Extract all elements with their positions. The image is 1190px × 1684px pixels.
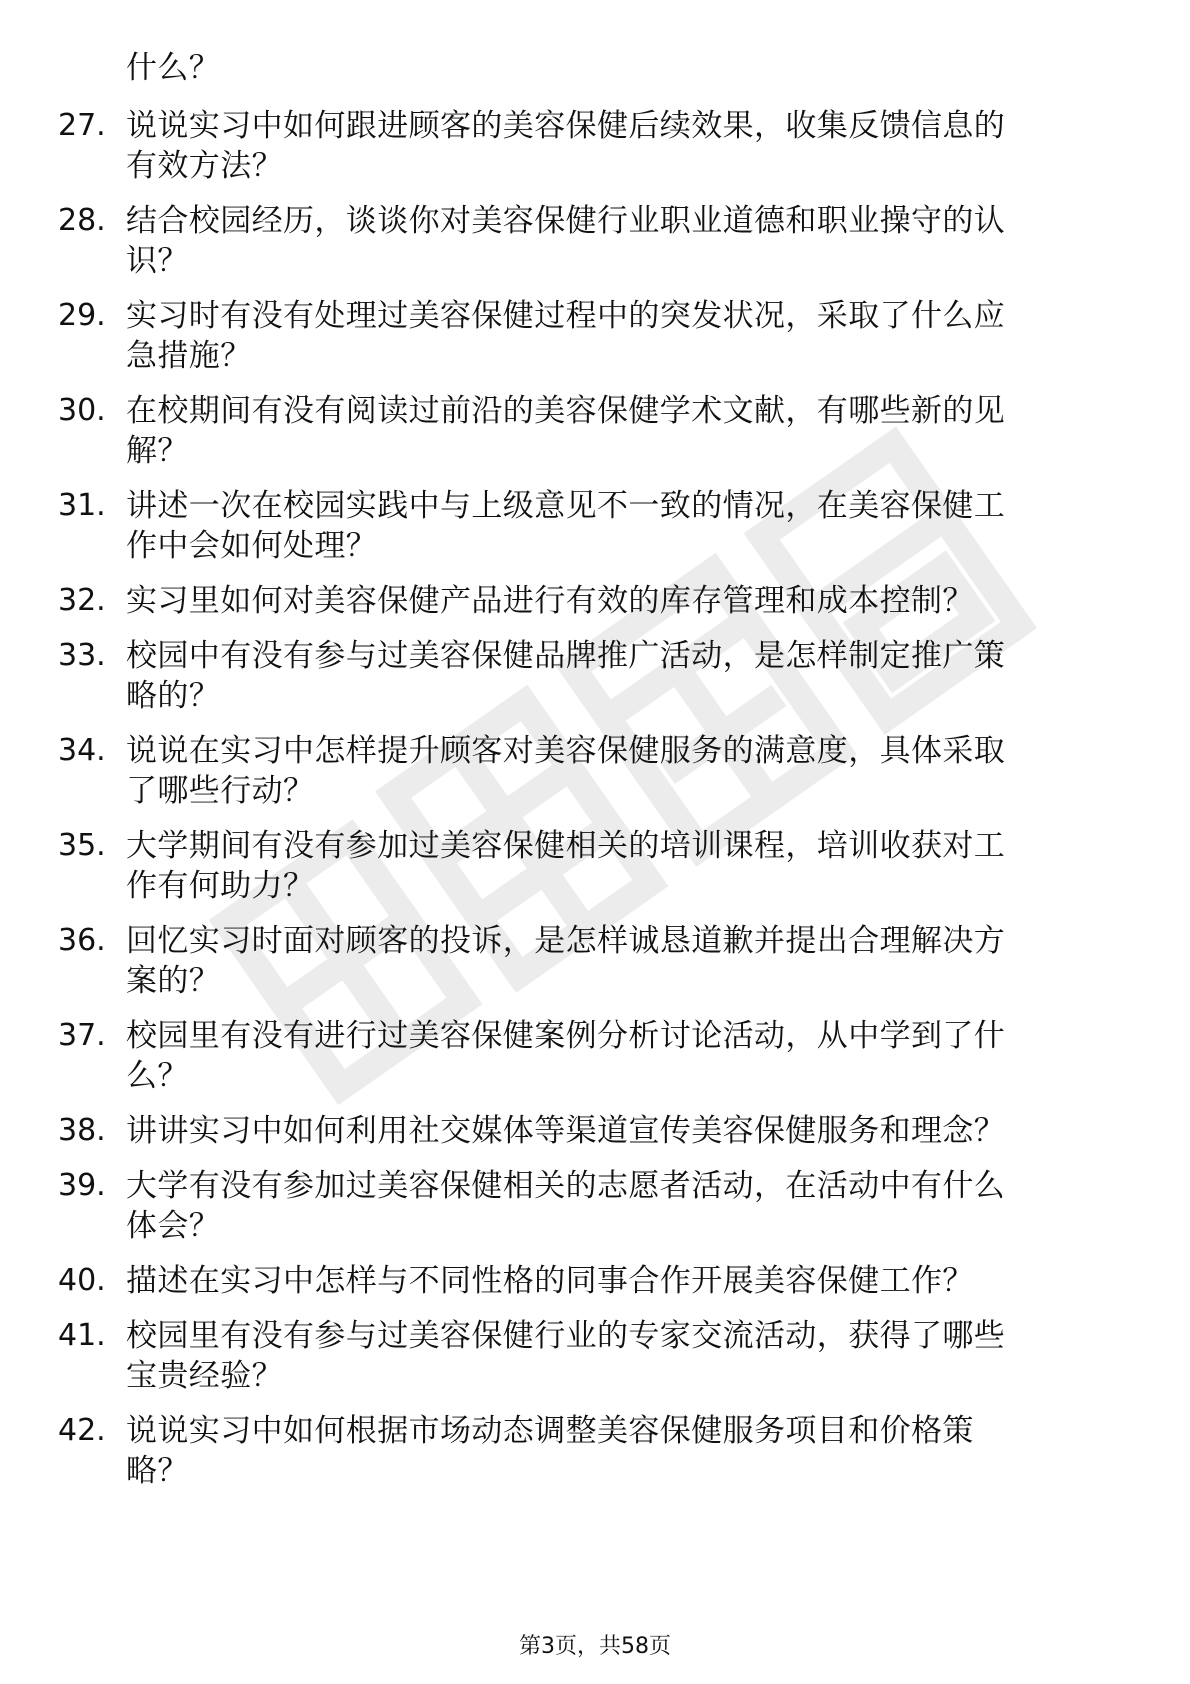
- question-line: 宝贵经验？: [126, 1358, 283, 1394]
- question-number: 39.: [58, 1168, 106, 1203]
- question-line: 实习里如何对美容保健产品进行有效的库存管理和成本控制？: [126, 583, 974, 619]
- question-line: 大学期间有没有参加过美容保健相关的培训课程，培训收获对工: [126, 828, 1006, 864]
- question-line: 有效方法？: [126, 148, 283, 184]
- question-text: [126, 826, 1126, 906]
- question-text: [126, 636, 1126, 716]
- question-line: 略的？: [126, 678, 221, 714]
- question-line: 么？: [126, 1058, 189, 1094]
- question-number: 27.: [58, 108, 106, 143]
- question-line: 说说实习中如何跟进顾客的美容保健后续效果，收集反馈信息的: [126, 108, 1006, 144]
- question-line: 实习时有没有处理过美容保健过程中的突发状况，采取了什么应: [126, 298, 1006, 334]
- question-number: 31.: [58, 488, 106, 523]
- question-line: 回忆实习时面对顾客的投诉，是怎样诚恳道歉并提出合理解决方: [126, 923, 1006, 959]
- question-number: 35.: [58, 828, 106, 863]
- question-line: 案的？: [126, 963, 221, 999]
- question-text: [126, 921, 1126, 1001]
- question-text: [126, 391, 1126, 471]
- question-line: 说说在实习中怎样提升顾客对美容保健服务的满意度，具体采取: [126, 733, 1006, 769]
- question-number: 29.: [58, 298, 106, 333]
- page-footer: 第3页，共58页: [519, 1634, 671, 1659]
- question-text: [126, 296, 1126, 376]
- continuation-body: [126, 48, 1126, 88]
- question-text: [126, 1166, 1126, 1246]
- question-text: [126, 486, 1126, 566]
- question-line: 说说实习中如何根据市场动态调整美容保健服务项目和价格策: [126, 1413, 974, 1449]
- question-line: 解？: [126, 433, 189, 469]
- question-line: 校园中有没有参与过美容保健品牌推广活动，是怎样制定推广策: [126, 638, 1006, 674]
- question-text: [126, 1111, 1126, 1151]
- question-line: 识？: [126, 243, 189, 279]
- question-text: [126, 1316, 1126, 1396]
- question-number: 42.: [58, 1413, 106, 1448]
- continuation-line: 什么？: [126, 50, 221, 86]
- question-line: 结合校园经历，谈谈你对美容保健行业职业道德和职业操守的认: [126, 203, 1006, 239]
- question-line: 略？: [126, 1453, 189, 1489]
- question-text: [126, 201, 1126, 281]
- question-number: 37.: [58, 1018, 106, 1053]
- question-number: 38.: [58, 1113, 106, 1148]
- question-text: [126, 1016, 1126, 1096]
- question-line: 大学有没有参加过美容保健相关的志愿者活动，在活动中有什么: [126, 1168, 1006, 1204]
- question-line: 作中会如何处理？: [126, 528, 378, 564]
- question-text: [126, 731, 1126, 811]
- question-line: 体会？: [126, 1208, 221, 1244]
- question-number: 36.: [58, 923, 106, 958]
- question-number: 40.: [58, 1263, 106, 1298]
- question-number: 28.: [58, 203, 106, 238]
- question-line: 作有何助力？: [126, 868, 315, 904]
- question-text: [126, 106, 1126, 186]
- question-line: 校园里有没有进行过美容保健案例分析讨论活动，从中学到了什: [126, 1018, 1006, 1054]
- question-line: 急措施？: [126, 338, 252, 374]
- question-text: [126, 1411, 1126, 1491]
- question-line: 在校期间有没有阅读过前沿的美容保健学术文献，有哪些新的见: [126, 393, 1006, 429]
- question-line: 讲述一次在校园实践中与上级意见不一致的情况，在美容保健工: [126, 488, 1006, 524]
- question-line: 描述在实习中怎样与不同性格的同事合作开展美容保健工作？: [126, 1263, 974, 1299]
- question-line: 校园里有没有参与过美容保健行业的专家交流活动，获得了哪些: [126, 1318, 1006, 1354]
- question-number: 32.: [58, 583, 106, 618]
- question-text: [126, 581, 1126, 621]
- question-number: 41.: [58, 1318, 106, 1353]
- question-number: 33.: [58, 638, 106, 673]
- question-line: 讲讲实习中如何利用社交媒体等渠道宣传美容保健服务和理念？: [126, 1113, 1006, 1149]
- question-text: [126, 1261, 1126, 1301]
- question-number: 34.: [58, 733, 106, 768]
- question-number: 30.: [58, 393, 106, 428]
- question-line: 了哪些行动？: [126, 773, 315, 809]
